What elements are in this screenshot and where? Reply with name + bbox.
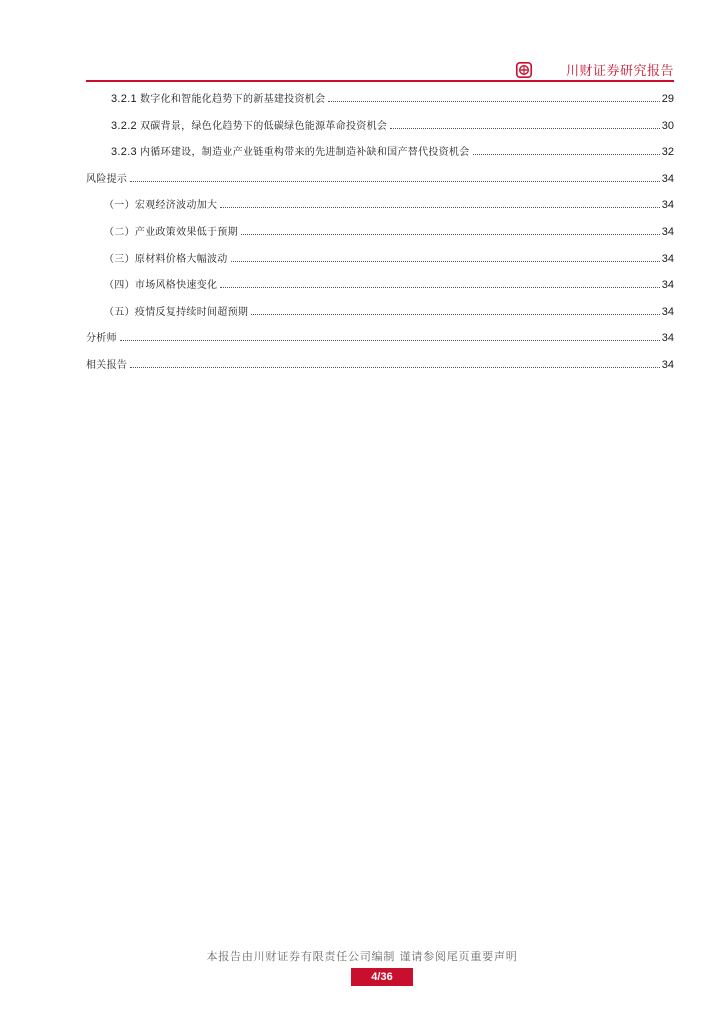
toc-entry-label — [104, 224, 238, 242]
toc-entry-number: 3.2.1 — [111, 93, 137, 105]
toc-entry[interactable] — [86, 356, 674, 383]
toc-dot-leader — [473, 154, 660, 155]
toc-entry[interactable] — [86, 329, 674, 356]
page-header — [86, 56, 674, 82]
toc-entry-page: 30 — [661, 119, 674, 132]
toc-entry[interactable] — [86, 196, 674, 223]
toc-entry-page: 34 — [661, 172, 674, 185]
toc-entry-label — [104, 251, 228, 269]
toc-entry-label — [104, 277, 217, 295]
toc-dot-leader — [231, 261, 660, 262]
toc-entry-title: （四）市场风格快速变化 — [104, 280, 218, 292]
toc-entry-label — [104, 304, 248, 322]
toc-dot-leader — [130, 181, 660, 182]
toc-entry-title: 风险提示 — [86, 173, 128, 185]
toc-entry-label — [104, 197, 217, 215]
toc-entry-title: 相关报告 — [86, 359, 128, 371]
toc-entry-label — [111, 117, 387, 136]
toc-dot-leader — [251, 314, 660, 315]
toc-entry-label — [86, 171, 127, 189]
toc-entry[interactable] — [86, 250, 674, 277]
toc-entry[interactable] — [86, 170, 674, 197]
chuancai-logo-icon — [516, 62, 532, 78]
toc-entry-number: 3.2.3 — [111, 146, 137, 159]
toc-entry-label — [111, 143, 470, 162]
toc-entry-title: 内循环建设，制造业产业链重构带来的先进制造补缺和国产替代投资机会 — [139, 147, 470, 159]
toc-entry[interactable] — [86, 90, 674, 117]
brand-name: 川财证券研究报告 — [565, 64, 674, 79]
toc-dot-leader — [390, 128, 660, 129]
toc-dot-leader — [220, 207, 659, 208]
toc-entry-page: 34 — [661, 252, 674, 265]
toc-dot-leader — [220, 287, 659, 288]
toc-entry-label — [86, 357, 127, 375]
toc-entry-title: 分析师 — [86, 333, 117, 345]
toc-entry-title: （五）疫情反复持续时间超预期 — [104, 306, 249, 318]
toc-dot-leader — [241, 234, 660, 235]
toc-entry-page: 34 — [661, 305, 674, 318]
toc-entry-title: （一）宏观经济波动加大 — [104, 200, 218, 212]
page-number-badge: 4/36 — [351, 968, 413, 986]
toc-entry-number: 3.2.2 — [111, 119, 137, 132]
toc-entry[interactable] — [86, 117, 674, 144]
toc-entry-page: 32 — [661, 146, 674, 159]
toc-entry-title: 数字化和智能化趋势下的新基建投资机会 — [139, 94, 326, 105]
brand — [516, 60, 674, 79]
toc-entry-title: （三）原材料价格大幅波动 — [104, 253, 228, 265]
table-of-contents — [86, 90, 674, 383]
toc-entry[interactable] — [86, 303, 674, 330]
toc-dot-leader — [328, 101, 659, 102]
header-divider — [86, 80, 674, 82]
toc-entry-title: 双碳背景，绿色化趋势下的低碳绿色能源革命投资机会 — [139, 120, 388, 132]
toc-entry[interactable] — [86, 143, 674, 170]
toc-entry-page: 34 — [661, 279, 674, 292]
toc-entry-title: （二）产业政策效果低于预期 — [104, 226, 238, 238]
toc-entry-label — [111, 90, 325, 109]
toc-dot-leader — [120, 340, 660, 341]
toc-entry-page: 34 — [661, 332, 674, 345]
toc-entry[interactable] — [86, 276, 674, 303]
toc-entry-page: 29 — [661, 93, 674, 105]
toc-entry[interactable] — [86, 223, 674, 250]
toc-entry-page: 34 — [661, 358, 674, 371]
toc-entry-page: 34 — [661, 199, 674, 212]
toc-dot-leader — [130, 367, 660, 368]
footer-disclaimer: 本报告由川财证券有限责任公司编制 谨请参阅尾页重要声明 — [206, 950, 518, 963]
toc-entry-label — [86, 330, 117, 348]
toc-entry-page: 34 — [661, 225, 674, 238]
